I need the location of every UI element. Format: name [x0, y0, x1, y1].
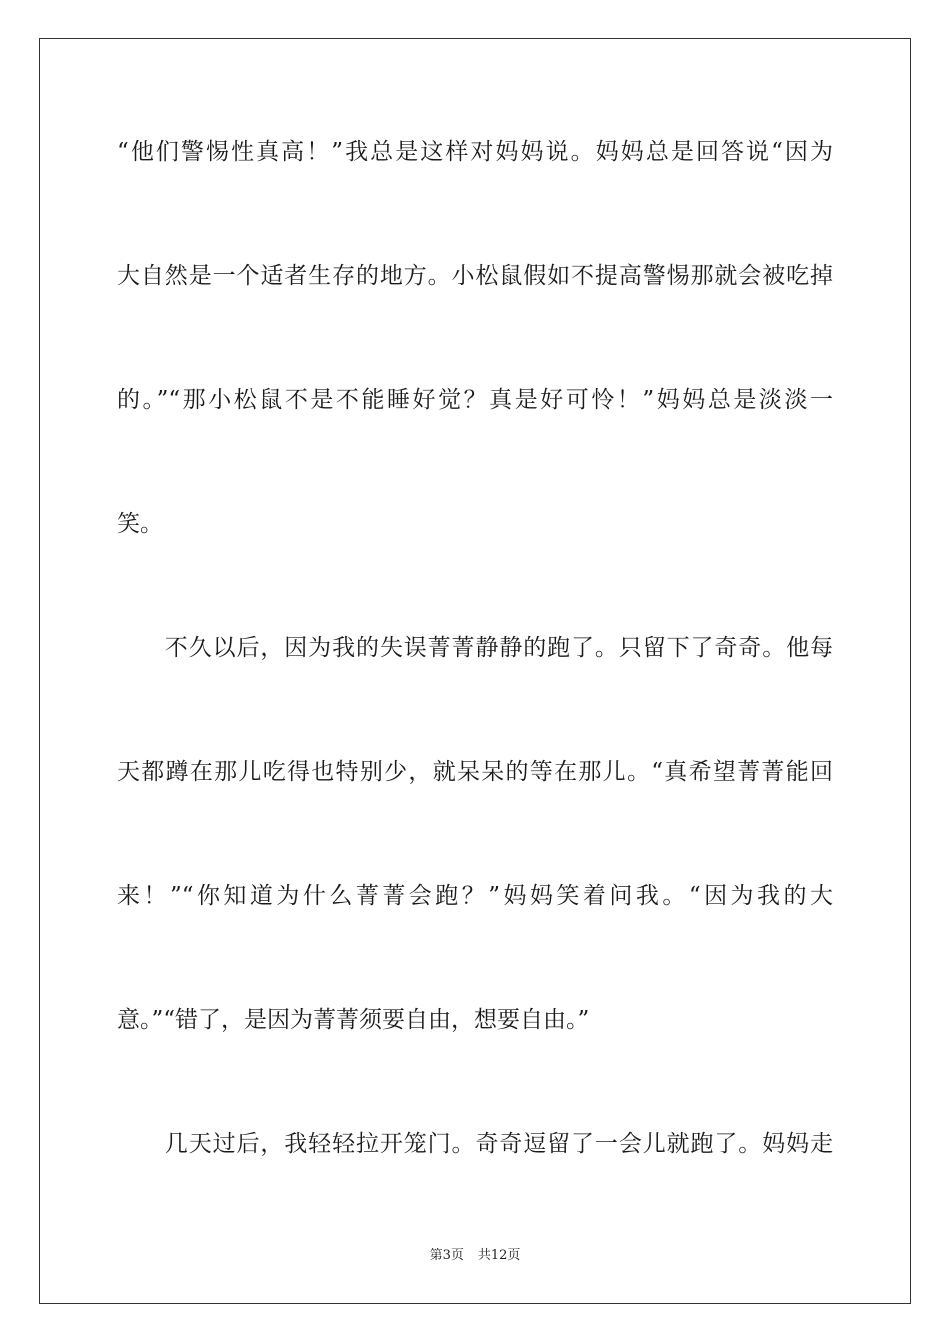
text-line-2: 大自然是一个适者生存的地方。小松鼠假如不提高警惕那就会被吃掉 — [117, 263, 833, 289]
text-line-3: 的。”“那小松鼠不是不能睡好觉？真是好可怜！”妈妈总是淡淡一 — [117, 387, 833, 413]
text-line-7: 来！”“你知道为什么菁菁会跑？”妈妈笑着问我。“因为我的大 — [117, 883, 833, 909]
text-line-1: “他们警惕性真高！”我总是这样对妈妈说。妈妈总是回答说“因为 — [117, 139, 833, 165]
text-line-6: 天都蹲在那儿吃得也特别少，就呆呆的等在那儿。“真希望菁菁能回 — [117, 759, 833, 785]
page-border — [39, 38, 911, 1304]
text-line-5: 不久以后，因为我的失误菁菁静静的跑了。只留下了奇奇。他每 — [117, 635, 833, 661]
text-line-4: 笑。 — [117, 511, 163, 537]
page-number: 第3页 — [429, 1248, 464, 1263]
page-footer — [0, 1247, 950, 1265]
page-total: 共12页 — [477, 1248, 521, 1263]
text-line-8: 意。”“错了，是因为菁菁须要自由，想要自由。” — [117, 1007, 590, 1033]
text-line-9: 几天过后，我轻轻拉开笼门。奇奇逗留了一会儿就跑了。妈妈走 — [117, 1131, 833, 1157]
